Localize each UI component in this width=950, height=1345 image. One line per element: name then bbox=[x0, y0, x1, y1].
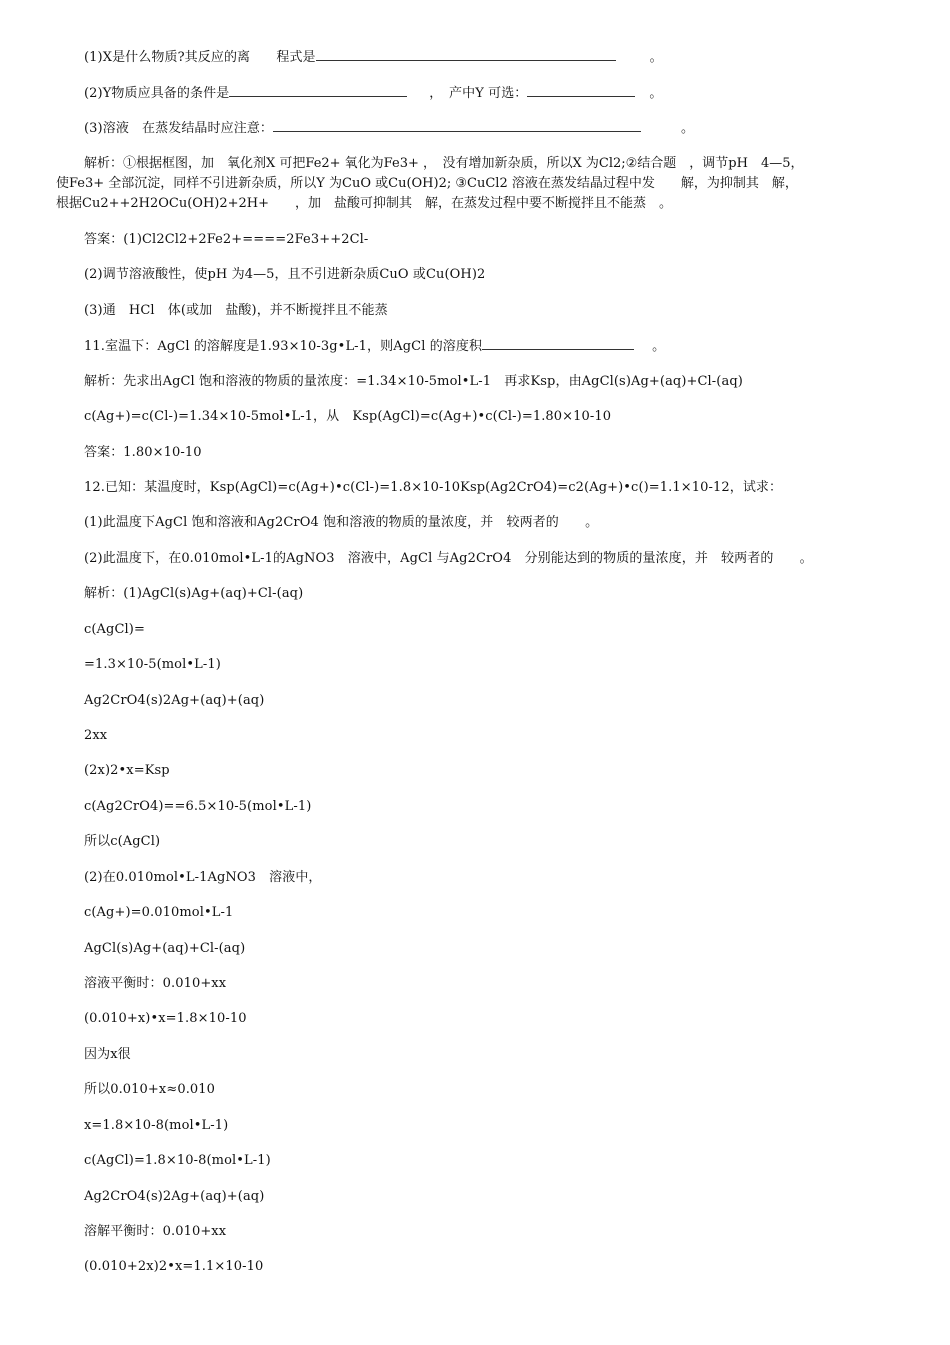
text-line: 12.已知：某温度时，Ksp(AgCl)=c(Ag+)•c(Cl-)=1.8×10-10Ksp(Ag2CrO4)=c2(Ag+)•c()=1.1×10-12，试求： bbox=[84, 480, 783, 495]
analysis-line: 根据Cu2++2H2OCu(OH)2+2H+ ，加 盐酸可抑制其 解，在蒸发过程中要不断搅拌且不能蒸 。 bbox=[56, 196, 673, 211]
text-line: 2xx bbox=[84, 728, 108, 743]
text-line: 所以0.010+x≈0.010 bbox=[84, 1082, 216, 1097]
question-2-end: 。 bbox=[649, 86, 663, 101]
answer-line: 答案：(1)Cl2Cl2+2Fe2+====2Fe3++2Cl- bbox=[84, 232, 369, 247]
text-line: 解析：先求出AgCl 饱和溶液的物质的量浓度：=1.34×10-5mol•L-1 再求Ksp，由AgCl(s)Ag+(aq)+Cl-(aq) bbox=[84, 374, 743, 389]
answer-blank bbox=[527, 84, 635, 97]
question-1 bbox=[84, 48, 910, 67]
answer-line: (3)通 HCl 体(或加 盐酸)，并不断搅拌且不能蒸 bbox=[84, 303, 388, 318]
text-line: 答案：1.80×10-10 bbox=[84, 445, 202, 460]
question-11-text: 11.室温下：AgCl 的溶解度是1.93×10-3g•L-1，则AgCl 的溶度积 bbox=[84, 339, 483, 354]
text-line: c(Ag+)=0.010mol•L-1 bbox=[84, 905, 234, 920]
text-line: x=1.8×10-8(mol•L-1) bbox=[84, 1118, 229, 1133]
question-2 bbox=[84, 84, 910, 103]
question-11 bbox=[84, 337, 910, 356]
text-line: Ag2CrO4(s)2Ag+(aq)+(aq) bbox=[84, 693, 265, 708]
question-2-text: (2)Y物质应具备的条件是 bbox=[84, 86, 230, 101]
answer-blank bbox=[229, 84, 407, 97]
text-line: c(AgCl)=1.8×10-8(mol•L-1) bbox=[84, 1153, 271, 1168]
answer-blank bbox=[482, 337, 634, 350]
answer-line: (2)调节溶液酸性，使pH 为4—5，且不引进新杂质CuO 或Cu(OH)2 bbox=[84, 267, 486, 282]
question-3 bbox=[84, 119, 910, 138]
text-line: (2x)2•x=Ksp bbox=[84, 763, 170, 778]
question-1-end: 。 bbox=[649, 50, 663, 65]
text-line: (2)在0.010mol•L-1AgNO3 溶液中， bbox=[84, 870, 322, 885]
text-line: 解析：(1)AgCl(s)Ag+(aq)+Cl-(aq) bbox=[84, 586, 304, 601]
text-line: c(Ag2CrO4)==6.5×10-5(mol•L-1) bbox=[84, 799, 312, 814]
text-line: (0.010+x)•x=1.8×10-10 bbox=[84, 1011, 247, 1026]
text-line: (0.010+2x)2•x=1.1×10-10 bbox=[84, 1259, 264, 1274]
question-2-mid: ， 产中Y 可选： bbox=[429, 86, 528, 101]
text-line: 溶液平衡时：0.010+xx bbox=[84, 976, 227, 991]
text-line: (2)此温度下，在0.010mol•L-1的AgNO3 溶液中，AgCl 与Ag2CrO4 分别能达到的物质的量浓度，并 较两者的 。 bbox=[84, 551, 813, 566]
text-line: c(Ag+)=c(Cl-)=1.34×10-5mol•L-1，从 Ksp(AgCl)=c(Ag+)•c(Cl-)=1.80×10-10 bbox=[84, 409, 612, 424]
analysis-line: 使Fe3+ 全部沉淀，同样不引进新杂质，所以Y 为CuO 或Cu(OH)2; ③CuCl2 溶液在蒸发结晶过程中发 解，为抑制其 解， bbox=[56, 176, 798, 191]
text-line: c(AgCl)= bbox=[84, 622, 145, 637]
text-line: =1.3×10-5(mol•L-1) bbox=[84, 657, 221, 672]
question-3-text: (3)溶液 在蒸发结晶时应注意： bbox=[84, 121, 274, 136]
analysis-line: 解析：①根据框图，加 氧化剂X 可把Fe2+ 氧化为Fe3+ ， 没有增加新杂质，所以X 为Cl2;②结合题 ，调节pH 4—5， bbox=[84, 156, 804, 171]
text-line: 所以c(AgCl) bbox=[84, 834, 161, 849]
text-line: (1)此温度下AgCl 饱和溶液和Ag2CrO4 饱和溶液的物质的量浓度，并 较两者的 。 bbox=[84, 515, 599, 530]
text-line: 因为x很 bbox=[84, 1047, 131, 1062]
text-line: AgCl(s)Ag+(aq)+Cl-(aq) bbox=[84, 941, 246, 956]
text-line: 溶解平衡时：0.010+xx bbox=[84, 1224, 227, 1239]
question-3-end: 。 bbox=[681, 121, 695, 136]
answer-blank bbox=[273, 119, 641, 132]
text-line: Ag2CrO4(s)2Ag+(aq)+(aq) bbox=[84, 1189, 265, 1204]
question-1-text: (1)X是什么物质?其反应的离 程式是 bbox=[84, 50, 316, 65]
analysis-paragraph bbox=[56, 154, 896, 214]
question-11-end: 。 bbox=[652, 339, 666, 354]
answer-blank bbox=[316, 48, 616, 61]
